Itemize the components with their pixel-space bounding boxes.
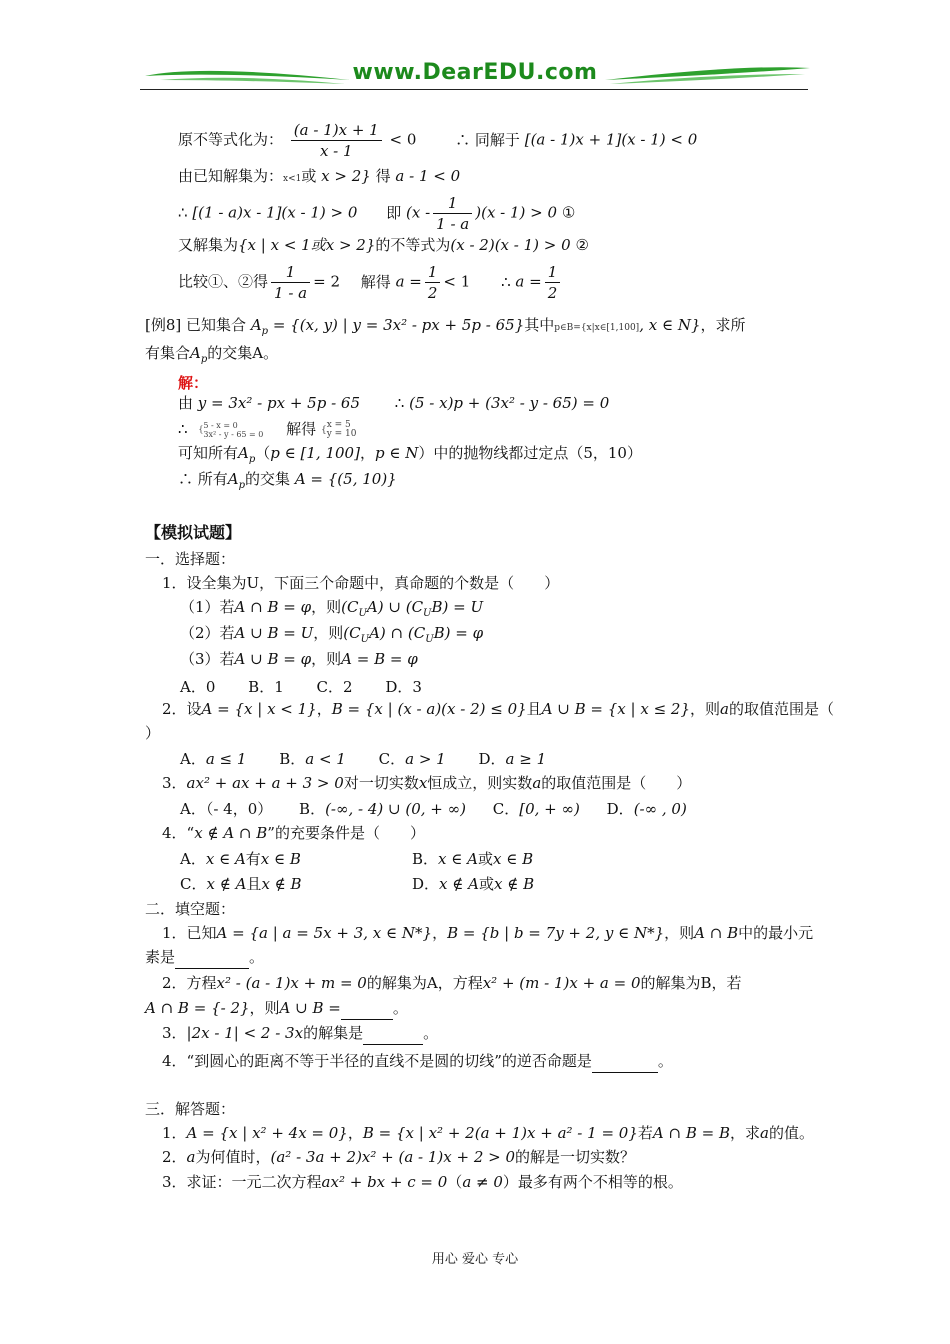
math: B) = φ — [433, 624, 484, 642]
frac-num: 1 — [425, 262, 441, 283]
math: )(x - 1) > 0 — [475, 203, 558, 222]
solution-line-1 — [178, 120, 697, 161]
answer-blank[interactable] — [341, 997, 393, 1020]
q1-options — [180, 676, 422, 698]
math: A ∩ B — [694, 924, 739, 942]
fill-2-line-2 — [145, 997, 408, 1020]
math: p ∈ [1, 100] — [270, 444, 360, 462]
math: A ∪ B = φ — [234, 650, 312, 668]
text: ，则 — [313, 624, 344, 642]
option-d[interactable]: (-∞ , 0) — [633, 800, 687, 818]
text: 的取值范围是（ ） — [541, 774, 692, 792]
text: 有 — [245, 850, 261, 868]
math: a — [186, 1148, 196, 1166]
example8-line-2 — [145, 342, 278, 371]
math: ax² + bx + c = 0 — [321, 1173, 448, 1191]
math: (5 - x)p + (3x² - y - 65) = 0 — [409, 394, 610, 412]
fraction — [271, 262, 310, 303]
math: A ∩ B = B — [652, 1124, 730, 1142]
system-row: 3x² - y - 65 = 0 — [203, 430, 264, 439]
fill-2 — [162, 972, 742, 994]
math: A — [250, 316, 262, 334]
text: ，求所 — [700, 316, 746, 334]
text: ，则 — [311, 598, 342, 616]
text: ∴ — [178, 420, 188, 438]
frac-num: (a - 1)x + 1 — [291, 120, 382, 141]
math: y = 3x² - px + 5p - 65 — [197, 394, 360, 412]
math: x ∉ B — [261, 875, 302, 893]
text: 4．“ — [162, 824, 195, 842]
math: A = {x | x < 1} — [201, 700, 317, 718]
text: [例8] 已知集合 — [145, 316, 247, 334]
math: (a² - 3a + 2)x² + (a - 1)x + 2 > 0 — [270, 1148, 516, 1166]
text: 恒成立，则实数 — [427, 774, 533, 792]
question-2 — [162, 698, 834, 720]
option-d[interactable]: a ≥ 1 — [505, 750, 547, 768]
text: 对一切实数 — [343, 774, 419, 792]
fill-1-line-2 — [145, 946, 264, 969]
answer-question-3 — [162, 1171, 683, 1193]
option-a[interactable]: A．（- 4，0） — [180, 800, 273, 818]
text: 的不等式为 — [375, 236, 451, 254]
math: (C — [341, 598, 359, 616]
math: [(a - 1)x + 1](x - 1) < 0 — [524, 130, 698, 149]
math: x > 2} — [321, 167, 371, 185]
part-3-heading: 三．解答题： — [145, 1100, 236, 1118]
math: a ≠ 0 — [462, 1173, 503, 1191]
math: a — [532, 774, 542, 792]
q4-option-c[interactable] — [180, 873, 302, 895]
solution-line-4 — [178, 234, 589, 256]
text: ， — [316, 700, 332, 718]
system-row: x = 5 — [326, 420, 351, 430]
q4-option-d[interactable] — [412, 873, 534, 895]
math: A = B = φ — [341, 650, 418, 668]
math: A) ∪ (C — [366, 598, 424, 616]
text: 或 — [477, 850, 493, 868]
text: 4．“到圆心的距离不等于半径的直线不是圆的切线”的逆否命题是 — [162, 1052, 592, 1070]
fraction — [433, 193, 472, 234]
text: （2）若 — [180, 624, 235, 642]
fraction — [545, 262, 561, 303]
math: x ∉ B — [493, 875, 535, 893]
math: x ∉ A ∩ B — [194, 824, 268, 842]
solution-line-3 — [178, 193, 575, 234]
text: 。 — [423, 1024, 439, 1042]
subscript: U — [425, 634, 434, 645]
math: |2x - 1| < 2 - 3x — [186, 1024, 304, 1042]
math: B = {b | b = 7y + 2, y ∈ N*} — [447, 924, 665, 942]
text: （ — [255, 444, 271, 462]
text: 。 — [392, 999, 408, 1017]
math: = 2 — [313, 272, 340, 291]
math: x ∉ A — [206, 875, 247, 893]
fill-3 — [162, 1022, 438, 1045]
subscript: U — [423, 608, 432, 619]
question-2-close: ） — [145, 724, 161, 742]
example8-step-4 — [178, 468, 397, 497]
option-a[interactable]: a ≤ 1 — [205, 750, 247, 768]
math: A ∩ B = φ — [234, 598, 312, 616]
math: < 0 — [389, 130, 417, 149]
text: 1． — [162, 1124, 187, 1142]
text: 比较①、②得 — [178, 272, 269, 291]
option-d-label[interactable]: D． — [606, 800, 634, 818]
math: A — [238, 444, 249, 462]
fraction — [425, 262, 441, 303]
text: ∴ — [178, 203, 188, 222]
text: ，求 — [729, 1124, 760, 1142]
marker: ② — [575, 236, 589, 254]
text: 解得 — [360, 272, 391, 291]
option-a-label[interactable]: A． — [180, 750, 206, 768]
text: 素是 — [145, 948, 176, 966]
answer-question-1 — [162, 1122, 814, 1144]
option-b-label[interactable]: B． — [299, 800, 326, 818]
text: 由已知解集为： — [178, 167, 284, 185]
question-1: 1．设全集为U，下面三个命题中，真命题的个数是（ ） — [162, 574, 560, 592]
q4-option-a[interactable] — [180, 848, 301, 870]
q4-option-b[interactable] — [412, 848, 533, 870]
text: 解得 — [286, 420, 317, 438]
math: < 1 — [443, 272, 471, 291]
text: （1）若 — [180, 598, 235, 616]
subscript: p — [261, 326, 269, 337]
math: (C — [343, 624, 361, 642]
text: ，则 — [249, 999, 280, 1017]
math: B) = U — [431, 598, 484, 616]
text: ， — [432, 924, 448, 942]
math: x² - (a - 1)x + m = 0 — [216, 974, 367, 992]
option-label: B． — [412, 850, 439, 868]
text: 3．求证：一元二次方程 — [162, 1173, 322, 1191]
math: (x - 2)(x - 1) > 0 — [450, 236, 571, 254]
equation-system: { 5 - x = 0 3x² - y - 65 = 0 — [198, 421, 264, 439]
text: 或 — [301, 167, 317, 185]
page-footer: 用心 爱心 专心 — [431, 1252, 519, 1267]
math: x² + (m - 1)x + a = 0 — [482, 974, 641, 992]
math: [(1 - a)x - 1](x - 1) > 0 — [192, 203, 358, 222]
equation-system: { x = 5 y = 10 — [320, 420, 357, 439]
math: x ∈ B — [260, 850, 301, 868]
math: A = {x | x² + 4x = 0} — [186, 1124, 348, 1142]
tiny-math: p∈B={x|x∈[1,100] — [554, 323, 640, 333]
subscript: p — [200, 354, 208, 365]
text: 3． — [162, 1024, 187, 1042]
q1-statement-3 — [180, 648, 418, 670]
frac-num: 1 — [271, 262, 310, 283]
text: 2． — [162, 1148, 187, 1166]
text: 2．设 — [162, 700, 202, 718]
text: 中的最小元 — [738, 924, 814, 942]
subscript: U — [358, 608, 367, 619]
text: ，则 — [311, 650, 342, 668]
subscript: U — [360, 634, 370, 645]
text: 可知所有 — [178, 444, 239, 462]
text: 其中 — [524, 316, 555, 334]
q2-options — [180, 748, 546, 770]
site-logo: www.DearEDU.com — [352, 60, 598, 85]
math: x ∈ A — [438, 850, 478, 868]
option-c-label[interactable]: C． — [492, 800, 520, 818]
marker: ① — [561, 203, 576, 222]
text: 的解集为B，若 — [640, 974, 742, 992]
question-3 — [162, 772, 691, 794]
math: {x | x < 1或x > 2} — [238, 236, 376, 254]
frac-den: x - 1 — [319, 142, 353, 160]
option-c[interactable]: C．2 — [316, 678, 353, 696]
question-4 — [162, 822, 425, 844]
frac-den: 2 — [547, 284, 558, 302]
math: A — [190, 344, 201, 362]
answer-blank[interactable] — [175, 946, 249, 969]
text: 的交集A。 — [207, 344, 279, 362]
solution-label: 解： — [178, 374, 209, 392]
option-b[interactable]: (-∞, - 4) ∪ (0, + ∞) — [325, 800, 466, 818]
option-label: C． — [180, 875, 207, 893]
math: A ∪ B = {x | x ≤ 2} — [541, 700, 691, 718]
option-c[interactable]: [0, + ∞) — [519, 800, 580, 818]
frac-num: 1 — [433, 193, 472, 214]
part-2-heading: 二．填空题： — [145, 900, 236, 918]
subscript: p — [248, 454, 256, 465]
text: ， — [347, 1124, 363, 1142]
text: 的取值范围是（ — [728, 700, 834, 718]
mock-title: 【模拟试题】 — [145, 523, 242, 542]
text: （3）若 — [180, 650, 235, 668]
fill-1 — [162, 922, 813, 944]
math: p ∈ N — [374, 444, 419, 462]
option-b[interactable]: a < 1 — [305, 750, 346, 768]
text: 或 — [478, 875, 494, 893]
text: 。 — [249, 948, 265, 966]
text: 的解集为A，方程 — [366, 974, 483, 992]
option-c[interactable]: a > 1 — [405, 750, 446, 768]
header-rule — [140, 89, 808, 90]
math: a = — [515, 272, 542, 291]
solution-line-5 — [178, 262, 563, 303]
math: , x ∈ N} — [639, 316, 701, 334]
math: x ∈ B — [492, 850, 534, 868]
option-b-label[interactable]: B． — [279, 750, 306, 768]
text: 由 — [178, 394, 194, 412]
math: A ∩ B = {- 2} — [145, 999, 250, 1017]
option-a[interactable]: A．0 — [180, 678, 216, 696]
text: 的值。 — [768, 1124, 814, 1142]
example8-step-1 — [178, 392, 609, 414]
text: ∴ — [501, 272, 511, 291]
math: x — [418, 774, 428, 792]
text: 得 — [375, 167, 391, 185]
text: ∴ 所有 — [178, 470, 228, 488]
fill-4 — [162, 1050, 673, 1073]
fraction — [291, 120, 382, 161]
frac-den: 1 - a — [274, 284, 308, 302]
q1-statement-2 — [180, 622, 483, 651]
text: 的解集是 — [303, 1024, 364, 1042]
text: 为何值时， — [195, 1148, 271, 1166]
math: A — [227, 470, 239, 488]
text: ）最多有两个不相等的根。 — [502, 1173, 683, 1191]
math: B = {x | (x - a)(x - 2) ≤ 0} — [331, 700, 527, 718]
option-c-label[interactable]: C． — [378, 750, 406, 768]
text: ∴ — [394, 394, 405, 412]
option-b[interactable]: B．1 — [248, 678, 284, 696]
math: a - 1 < 0 — [395, 167, 461, 185]
math: A = {(5, 10)} — [294, 470, 397, 488]
answer-blank[interactable] — [592, 1050, 658, 1073]
text: 3． — [162, 774, 187, 792]
header-banner — [140, 60, 810, 96]
math: a — [720, 700, 729, 718]
q3-options — [180, 798, 687, 820]
math: B = {x | x² + 2(a + 1)x + a² - 1 = 0} — [362, 1124, 638, 1142]
math: a = — [395, 272, 422, 291]
text: 1．已知 — [162, 924, 217, 942]
answer-blank[interactable] — [363, 1022, 423, 1045]
text: 2．方程 — [162, 974, 217, 992]
option-label: D． — [412, 875, 440, 893]
text: ∴ 同解于 — [455, 130, 520, 149]
math: = {(x, y) | y = 3x² - px + 5p - 65} — [272, 316, 525, 334]
subscript: p — [238, 480, 246, 491]
text: 原不等式化为： — [178, 130, 284, 149]
system-row: 5 - x = 0 — [203, 421, 238, 430]
math: A ∪ B = — [279, 999, 341, 1017]
frac-den: 1 - a — [436, 215, 470, 233]
example8-line-1 — [145, 314, 746, 343]
solution-line-2 — [178, 165, 460, 190]
part-1-heading: 一．选择题： — [145, 550, 236, 568]
math: a — [760, 1124, 769, 1142]
option-label: A． — [180, 850, 206, 868]
text: ”的充要条件是（ ） — [267, 824, 425, 842]
example8-step-2 — [178, 418, 357, 440]
text: ， — [359, 444, 375, 462]
text: 若 — [637, 1124, 653, 1142]
text: 且 — [246, 875, 262, 893]
frac-den: 2 — [427, 284, 438, 302]
option-d-label[interactable]: D． — [478, 750, 506, 768]
text: （ — [447, 1173, 463, 1191]
math: x ∈ A — [205, 850, 246, 868]
option-d[interactable]: D．3 — [385, 678, 422, 696]
math: A = {a | a = 5x + 3, x ∈ N*} — [216, 924, 433, 942]
math: A) ∩ (C — [369, 624, 426, 642]
math: x ∉ A — [439, 875, 479, 893]
math: (x - — [405, 203, 431, 222]
frac-num: 1 — [545, 262, 561, 283]
answer-question-2 — [162, 1146, 635, 1168]
text: 又解集为 — [178, 236, 239, 254]
text: 且 — [526, 700, 542, 718]
math: ax² + ax + a + 3 > 0 — [186, 774, 344, 792]
text: ，则 — [690, 700, 721, 718]
text: 的交集 — [245, 470, 291, 488]
tiny-math: x<1 — [283, 174, 302, 184]
example8-step-3 — [178, 442, 642, 471]
text: 即 — [386, 203, 402, 222]
q1-statement-1 — [180, 596, 483, 625]
text: 有集合 — [145, 344, 191, 362]
text: ，则 — [664, 924, 695, 942]
text: 的解是一切实数？ — [515, 1148, 636, 1166]
text: ）中的抛物线都过定点（5，10） — [418, 444, 642, 462]
text: 。 — [657, 1052, 673, 1070]
system-row: y = 10 — [326, 429, 357, 439]
math: A ∪ B = U — [234, 624, 314, 642]
